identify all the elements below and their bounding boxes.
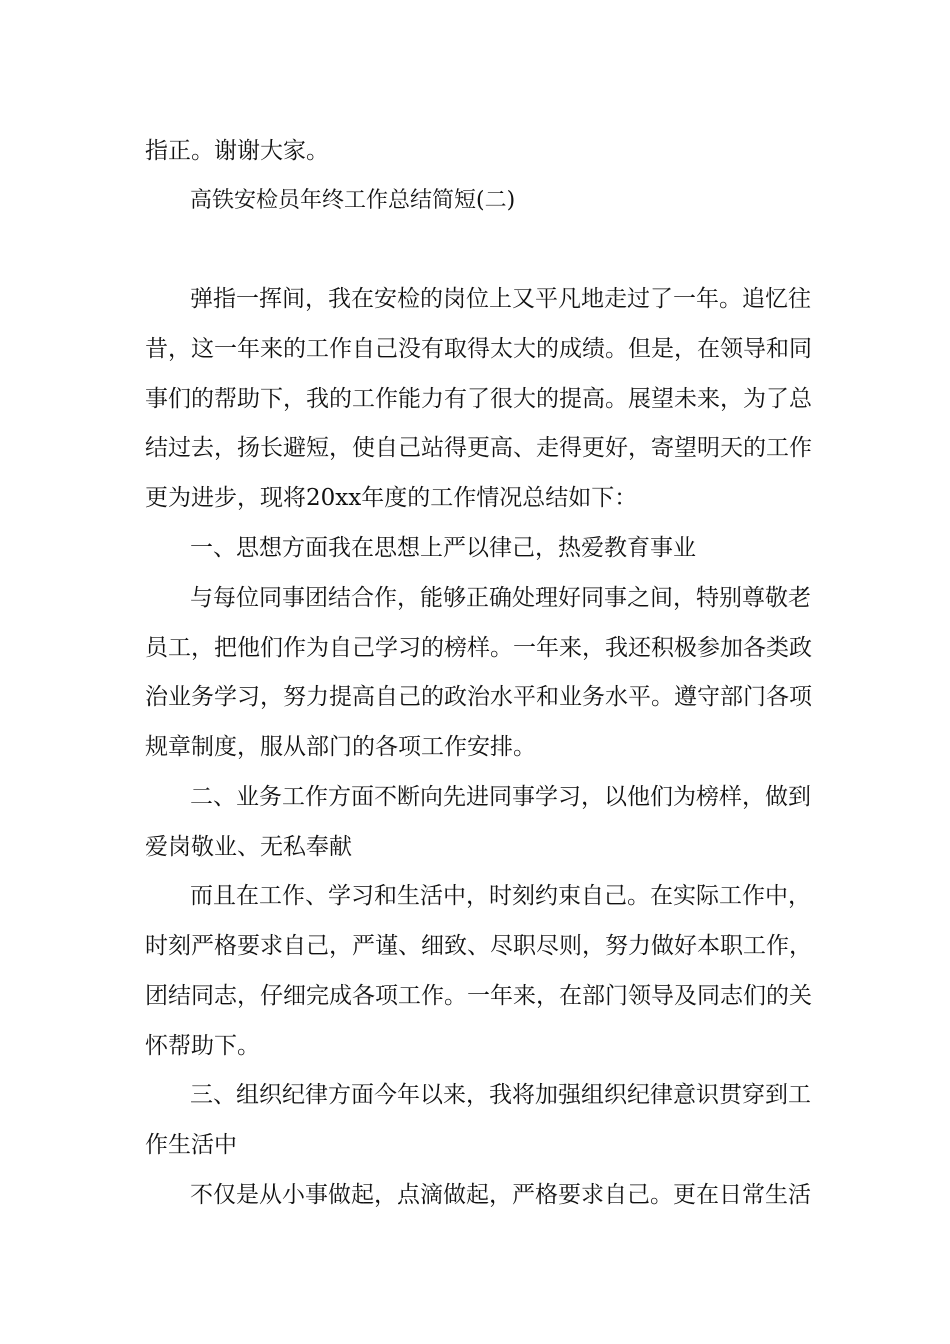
paragraph-line: 时刻严格要求自己，严谨、细致、尽职尽则，努力做好本职工作， (145, 933, 812, 959)
paragraph-line: 不仅是从小事做起，点滴做起，严格要求自己。更在日常生活 (190, 1182, 811, 1208)
section-heading: 高铁安检员年终工作总结简短(二) (190, 188, 516, 213)
subheading-line: 二、业务工作方面不断向先进同事学习，以他们为榜样，做到 (190, 784, 811, 810)
subheading-line: 爱岗敬业、无私奉献 (145, 834, 352, 860)
subheading-line: 作生活中 (145, 1132, 237, 1158)
paragraph-line: 治业务学习，努力提高自己的政治水平和业务水平。遵守部门各项 (145, 684, 812, 710)
paragraph-line: 与每位同事团结合作，能够正确处理好同事之间，特别尊敬老 (190, 585, 811, 611)
subheading-line: 一、思想方面我在思想上严以律己，热爱教育事业 (190, 535, 696, 561)
paragraph-line: 怀帮助下。 (145, 1033, 260, 1059)
paragraph-line: 更为进步，现将20xx年度的工作情况总结如下： (145, 485, 638, 511)
paragraph-line: 结过去，扬长避短，使自己站得更高、走得更好，寄望明天的工作 (145, 435, 812, 461)
text-line: 指正。谢谢大家。 (145, 138, 329, 164)
paragraph-line: 而且在工作、学习和生活中，时刻约束自己。在实际工作中， (190, 883, 811, 909)
paragraph-line: 员工，把他们作为自己学习的榜样。一年来，我还积极参加各类政 (145, 635, 812, 661)
paragraph-line: 团结同志，仔细完成各项工作。一年来，在部门领导及同志们的关 (145, 983, 812, 1009)
paragraph-line: 规章制度，服从部门的各项工作安排。 (145, 734, 536, 760)
paragraph-line: 昔，这一年来的工作自己没有取得太大的成绩。但是，在领导和同 (145, 336, 812, 362)
paragraph-line: 弹指一挥间，我在安检的岗位上又平凡地走过了一年。追忆往 (190, 286, 811, 312)
subheading-line: 三、组织纪律方面今年以来，我将加强组织纪律意识贯穿到工 (190, 1082, 811, 1108)
paragraph-line: 事们的帮助下，我的工作能力有了很大的提高。展望未来，为了总 (145, 386, 812, 412)
